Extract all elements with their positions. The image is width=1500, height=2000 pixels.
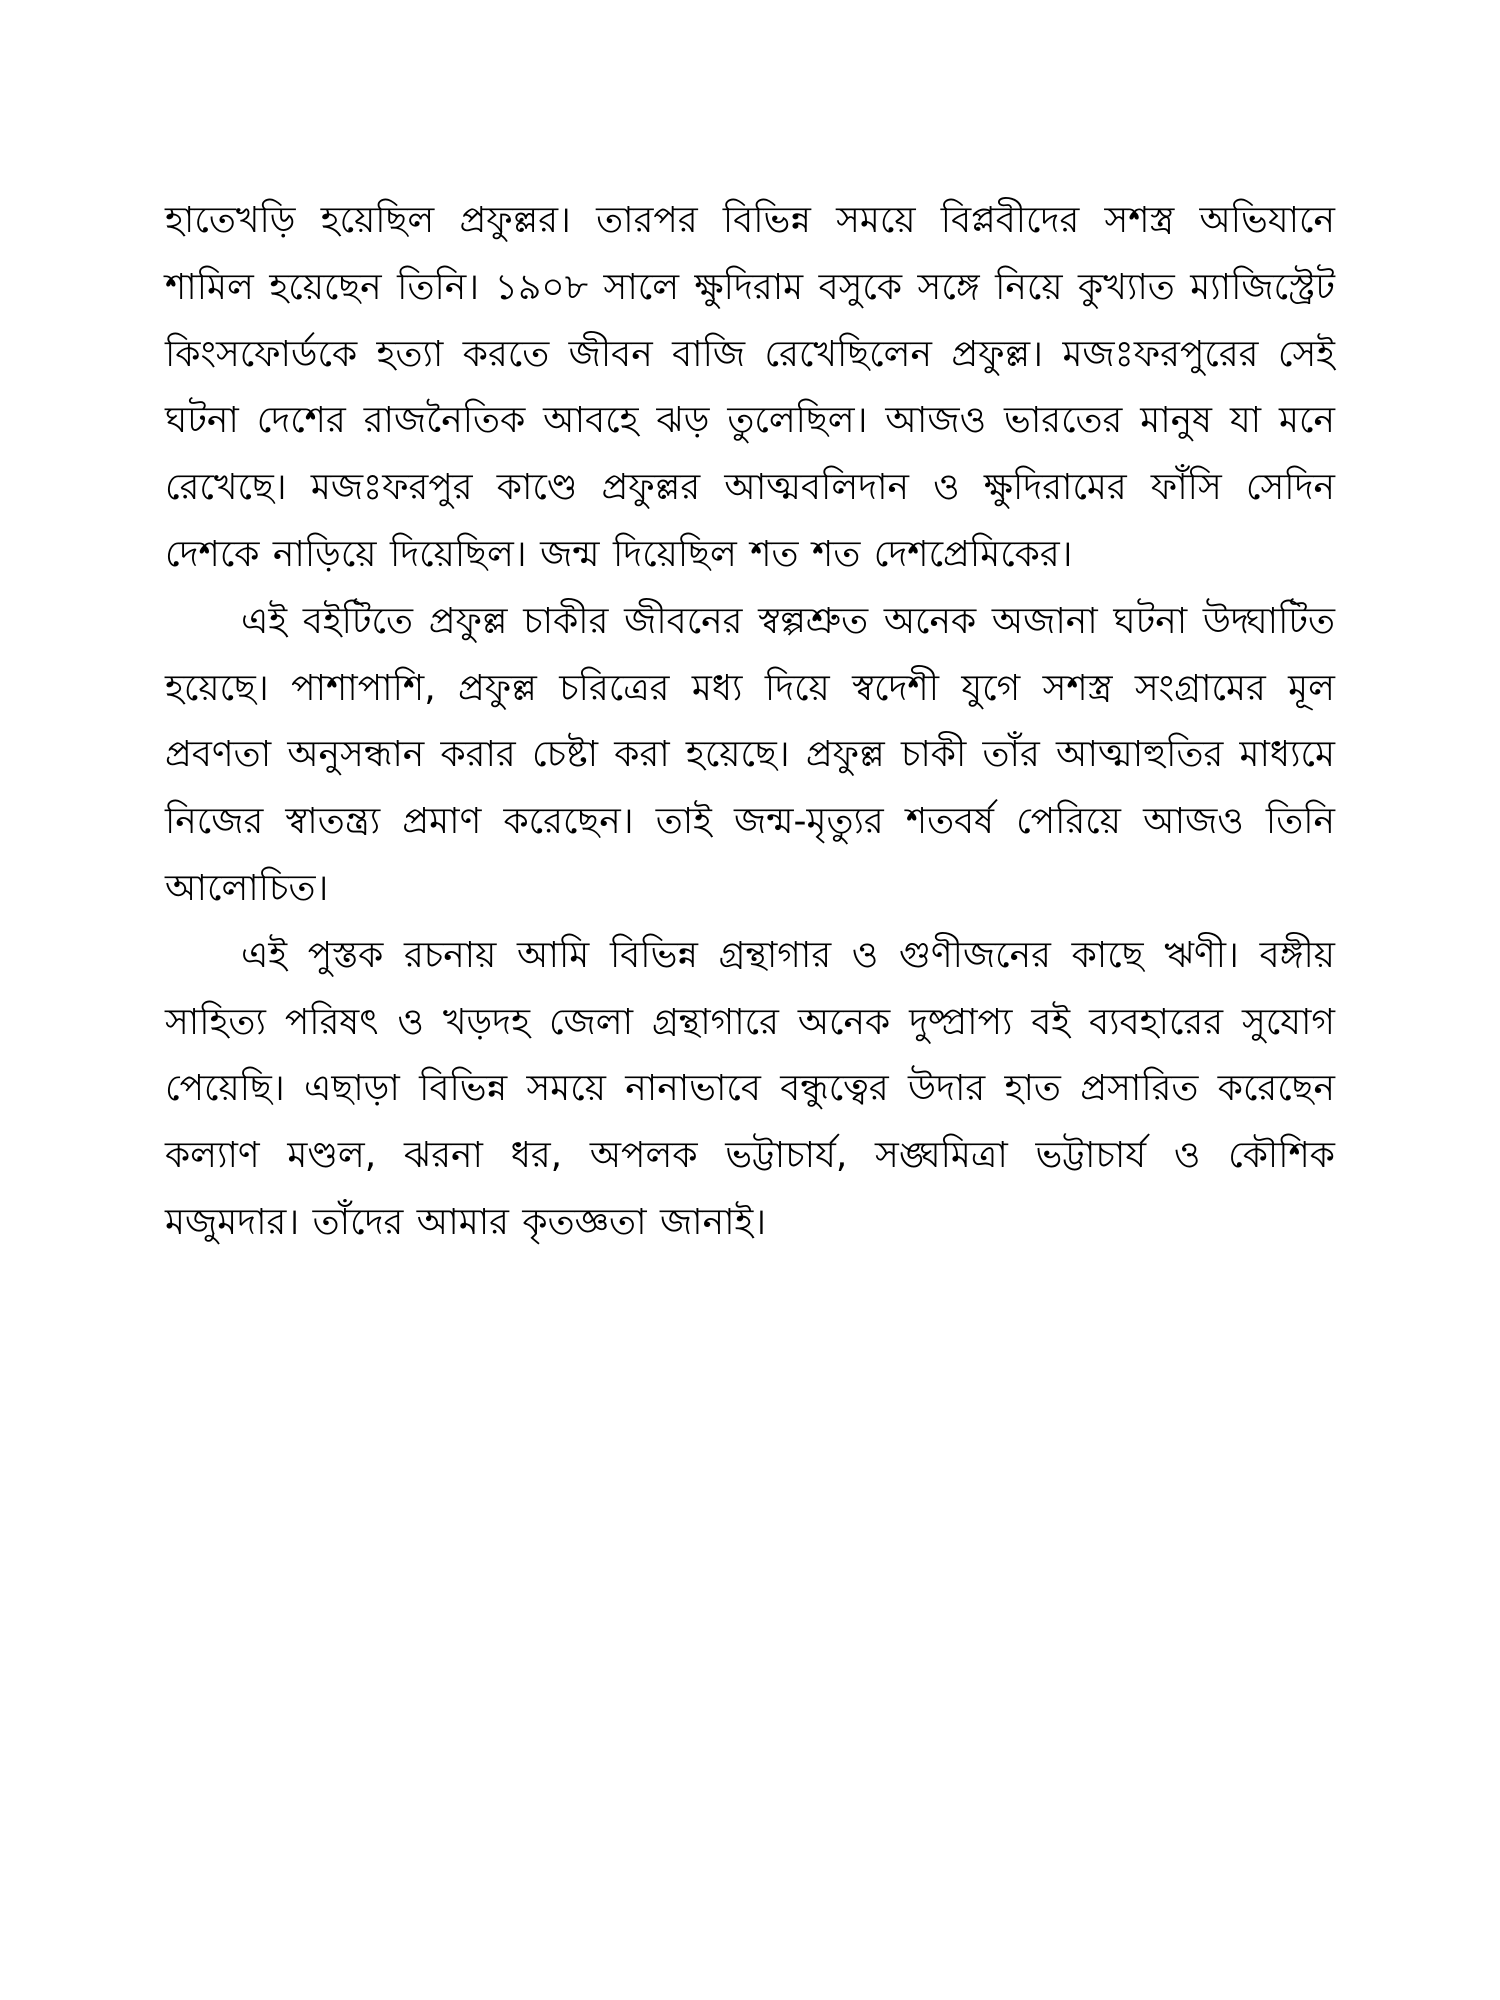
- paragraph-book-content: এই বইটিতে প্রফুল্ল চাকীর জীবনের স্বল্পশ্রুত অনেক অজানা ঘটনা উদ্ঘাটিত হয়েছে। পাশাপাশি, প্রফুল্ল চরিত্রের মধ্য দিয়ে স্বদেশী যুগে সশস্ত্র সংগ্রামের মূল প্রবণতা অনুসন্ধান করার চেষ্টা করা হয়েছে। প্রফুল্ল চাকী তাঁর আত্মাহুতির মাধ্যমে নিজের স্বাতন্ত্র্য প্রমাণ করেছেন। তাই জন্ম-মৃত্যুর শতবর্ষ পেরিয়ে আজও তিনি আলোচিত।: [165, 600, 1335, 909]
- paragraph-continuation: হাতেখড়ি হয়েছিল প্রফুল্লর। তারপর বিভিন্ন সময়ে বিপ্লবীদের সশস্ত্র অভিযানে শামিল হয়েছেন তিনি। ১৯০৮ সালে ক্ষুদিরাম বসুকে সঙ্গে নিয়ে কুখ্যাত ম্যাজিস্ট্রেট কিংসফোর্ডকে হত্যা করতে জীবন বাজি রেখেছিলেন প্রফুল্ল। মজঃফরপুরের সেই ঘটনা দেশের রাজনৈতিক আবহে ঝড় তুলেছিল। আজও ভারতের মানুষ যা মনে রেখেছে। মজঃফরপুর কাণ্ডে প্রফুল্লর আত্মবলিদান ও ক্ষুদিরামের ফাঁসি সেদিন দেশকে নাড়িয়ে দিয়েছিল। জন্ম দিয়েছিল শত শত দেশপ্রেমিকের।: [165, 200, 1335, 575]
- paragraph-acknowledgements: এই পুস্তক রচনায় আমি বিভিন্ন গ্রন্থাগার ও গুণীজনের কাছে ঋণী। বঙ্গীয় সাহিত্য পরিষৎ ও খড়দহ জেলা গ্রন্থাগারে অনেক দুষ্প্রাপ্য বই ব্যবহারের সুযোগ পেয়েছি। এছাড়া বিভিন্ন সময়ে নানাভাবে বন্ধুত্বের উদার হাত প্রসারিত করেছেন কল্যাণ মণ্ডল, ঝরনা ধর, অপলক ভট্টাচার্য, সঙ্ঘমিত্রা ভট্টাচার্য ও কৌশিক মজুমদার। তাঁদের আমার কৃতজ্ঞতা জানাই।: [165, 934, 1335, 1243]
- body-text: [165, 188, 1335, 1257]
